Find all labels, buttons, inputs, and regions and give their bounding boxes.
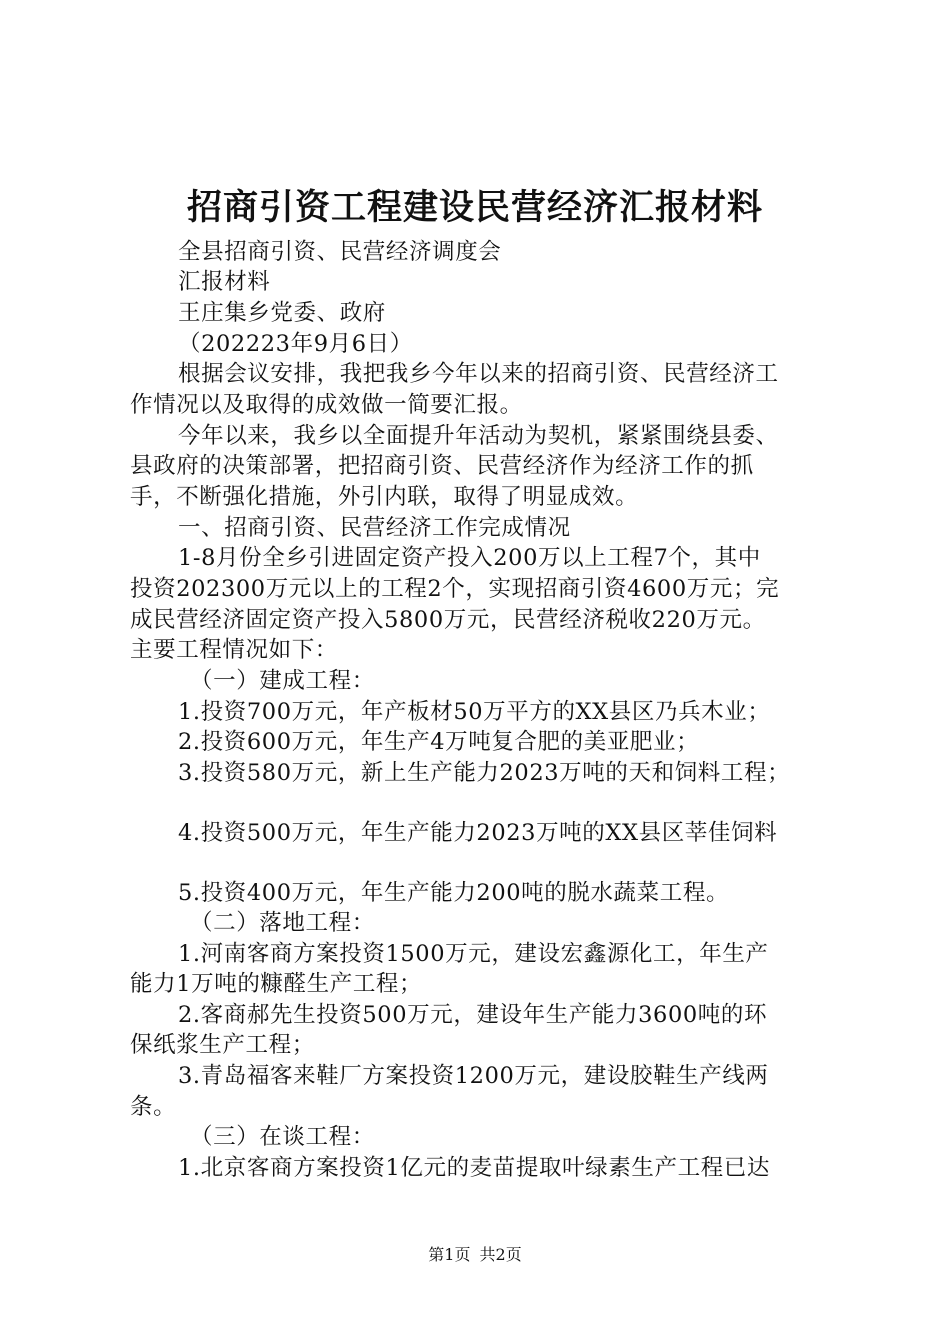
paragraph-line: 手，不断强化措施，外引内联，取得了明显成效。 [130,484,639,510]
list-item: 1.北京客商方案投资1亿元的麦苗提取叶绿素生产工程已达 [178,1155,770,1181]
paragraph-line: 今年以来，我乡以全面提升年活动为契机，紧紧围绕县委、 [178,423,779,449]
list-item-continuation: 条。 [130,1094,177,1120]
list-item: 1.河南客商方案投资1500万元，建设宏鑫源化工，年生产 [178,941,769,967]
author-line: 王庄集乡党委、政府 [178,300,386,326]
list-item: 2.客商郝先生投资500万元，建设年生产能力3600吨的环 [178,1002,768,1028]
list-item: 2.投资600万元，年生产4万吨复合肥的美亚肥业； [178,729,700,755]
paragraph-line: 1-8月份全乡引进固定资产投入200万以上工程7个，其中 [178,545,761,571]
list-item: 4.投资500万元，年生产能力2023万吨的XX县区莘佳饲料 [178,820,778,846]
date-line: （202223年9月6日） [178,331,413,357]
paragraph-line: 成民营经济固定资产投入5800万元，民营经济税收220万元。 [130,607,766,633]
paragraph-line: 作情况以及取得的成效做一简要汇报。 [130,392,523,418]
paragraph-line: 投资202300万元以上的工程2个，实现招商引资4600万元；完 [130,576,780,602]
page-number: 第1页 [428,1245,471,1264]
paragraph-line: 根据会议安排，我把我乡今年以来的招商引资、民营经济工 [178,361,779,387]
meeting-name: 全县招商引资、民营经济调度会 [178,239,502,265]
document-title: 招商引资工程建设民营经济汇报材料 [186,187,763,228]
section-heading: 一、招商引资、民营经济工作完成情况 [178,515,571,541]
subsection-heading: （二）落地工程： [190,910,375,936]
page-total: 共2页 [479,1245,522,1264]
material-label: 汇报材料 [178,269,271,295]
subsection-heading: （三）在谈工程： [190,1124,375,1150]
list-item: 5.投资400万元，年生产能力200吨的脱水蔬菜工程。 [178,880,730,906]
list-item-continuation: 保纸浆生产工程； [130,1032,315,1058]
subsection-heading: （一）建成工程： [190,668,375,694]
list-item: 3.青岛福客来鞋厂方案投资1200万元，建设胶鞋生产线两 [178,1063,769,1089]
paragraph-line: 县政府的决策部署，把招商引资、民营经济作为经济工作的抓 [130,453,754,479]
list-item: 3.投资580万元，新上生产能力2023万吨的天和饲料工程； [178,760,791,786]
paragraph-line: 主要工程情况如下： [130,637,338,663]
list-item-continuation: 能力1万吨的糠醛生产工程； [130,971,423,997]
page-footer [0,1244,950,1266]
list-item: 1.投资700万元，年产板材50万平方的XX县区乃兵木业； [178,699,771,725]
